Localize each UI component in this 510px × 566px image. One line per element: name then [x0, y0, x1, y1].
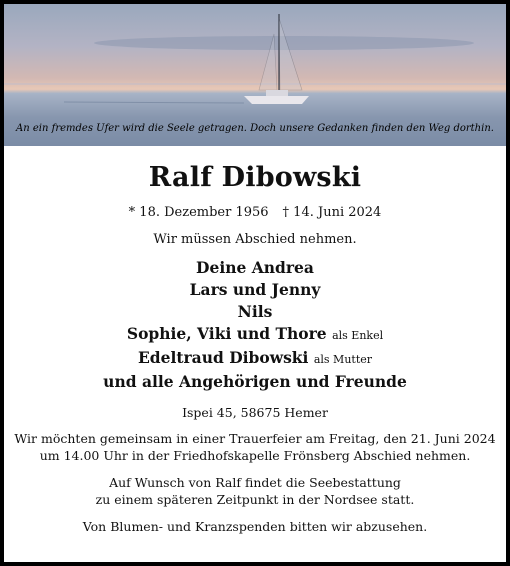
- mourners-list: [4, 257, 506, 393]
- family-address: Ispei 45, 58675 Hemer: [182, 405, 328, 420]
- ceremony-notice: Wir möchten gemeinsam in einer Trauerfeier am Freitag, den 21. Juni 2024 um 14.00 Uhr in der Friedhofskapelle Frönsberg Abschied nehmen.: [14, 431, 496, 463]
- photo-caption: An ein fremdes Ufer wird die Seele getragen. Doch unsere Gedanken finden den Weg dorthin.: [16, 123, 494, 134]
- birth-date: * 18. Dezember 1956: [128, 205, 269, 220]
- mourner-line: Sophie, Viki und Thore als Enkel: [126, 324, 384, 343]
- obituary-text: [4, 162, 506, 535]
- sea-sailboat-photo: [4, 4, 506, 146]
- mourner-line: Deine Andrea: [196, 258, 314, 277]
- mourner-line: Lars und Jenny: [189, 280, 321, 299]
- mourner-line: und alle Angehörigen und Freunde: [103, 372, 407, 391]
- death-date: † 14. Juni 2024: [282, 205, 382, 220]
- mourner-line: Nils: [237, 302, 273, 321]
- mourner-role: als Mutter: [313, 353, 373, 366]
- burial-notice: Auf Wunsch von Ralf findet die Seebestattung zu einem späteren Zeitpunkt in der Nordsee statt.: [95, 475, 415, 507]
- flowers-note: Von Blumen- und Kranzspenden bitten wir abzusehen.: [82, 519, 428, 534]
- farewell-line: Wir müssen Abschied nehmen.: [153, 232, 357, 247]
- deceased-name: Ralf Dibowski: [148, 162, 362, 193]
- mourner-role: als Enkel: [332, 329, 384, 342]
- mourner-line: Edeltraud Dibowski als Mutter: [137, 348, 373, 367]
- life-dates: [4, 205, 506, 220]
